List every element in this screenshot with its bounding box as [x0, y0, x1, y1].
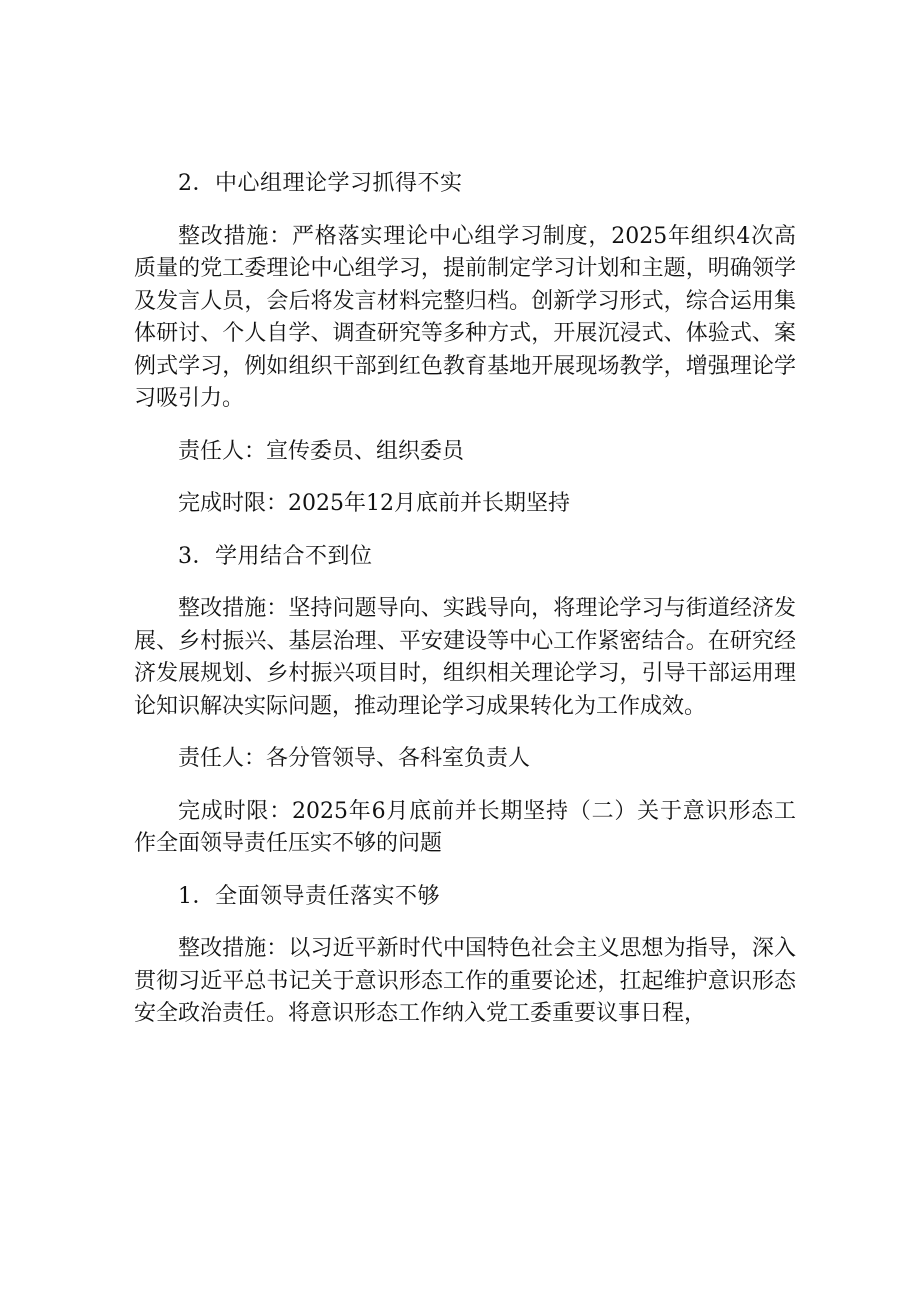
deadline-paragraph: 完成时限：2025年12月底前并长期坚持 — [178, 491, 570, 516]
deadline-paragraph: 完成时限：2025年6月底前并长期坚持（二）关于意识形态工作全面领导责任压实不够的问题 — [134, 798, 796, 856]
rectification-measures-paragraph: 整改措施：坚持问题导向、实践导向，将理论学习与街道经济发展、乡村振兴、基层治理、平安建设等中心工作紧密结合。在研究经济发展规划、乡村振兴项目时，组织相关理论学习，引导干部运用理论知识解决实际问题，推动理论学习成果转化为工作成效。 — [134, 596, 796, 719]
rectification-measures-paragraph: 整改措施：以习近平新时代中国特色社会主义思想为指导，深入贯彻习近平总书记关于意识形态工作的重要论述，扛起维护意识形态安全政治责任。将意识形态工作纳入党工委重要议事日程， — [134, 936, 796, 1026]
section-heading-3: 3．学用结合不到位 — [178, 543, 373, 569]
responsible-person-paragraph: 责任人：宣传委员、组织委员 — [178, 438, 465, 464]
rectification-measures-paragraph: 整改措施：严格落实理论中心组学习制度，2025年组织4次高质量的党工委理论中心组学习，提前制定学习计划和主题，明确领学及发言人员，会后将发言材料完整归档。创新学习形式，综合运用集体研讨、个人自学、调查研究等多种方式，开展沉浸式、体验式、案例式学习，例如组织干部到红色教育基地开展现场教学，增强理论学习吸引力。 — [134, 223, 796, 411]
section-heading-1: 1．全面领导责任落实不够 — [178, 883, 440, 909]
section-heading-2: 2．中心组理论学习抓得不实 — [178, 171, 463, 196]
responsible-person-paragraph: 责任人：各分管领导、各科室负责人 — [178, 746, 531, 771]
document-page — [134, 168, 796, 1031]
